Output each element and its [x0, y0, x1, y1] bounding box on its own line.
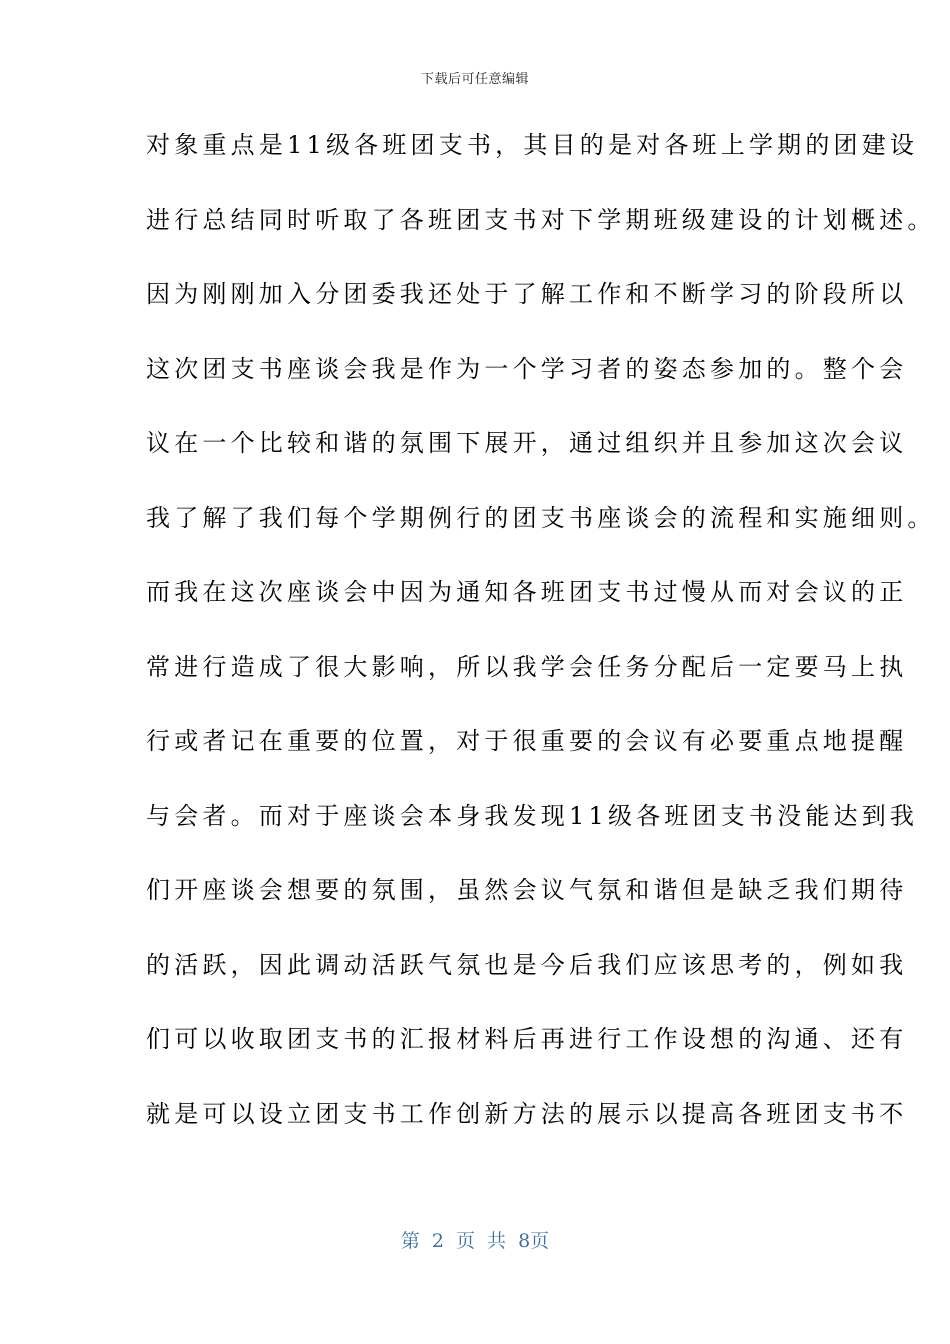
text-line: 进行总结同时听取了各班团支书对下学期班级建设的计划概述。: [146, 205, 936, 234]
body-text: [146, 121, 936, 1164]
text-line: 与会者。而对于座谈会本身我发现11级各班团支书没能达到我: [146, 801, 919, 830]
text-line: 就是可以设立团支书工作创新方法的展示以提高各班团支书不: [146, 1099, 908, 1128]
text-line: 对象重点是11级各班团支书，其目的是对各班上学期的团建设: [146, 131, 919, 159]
text-line: 因为刚刚加入分团委我还处于了解工作和不断学习的阶段所以: [146, 280, 908, 308]
page-number-footer: 第 2 页 共 8页: [400, 1230, 550, 1252]
text-line: 们开座谈会想要的氛围，虽然会议气氛和谐但是缺乏我们期待: [146, 876, 908, 904]
text-line: 行或者记在重要的位置，对于很重要的会议有必要重点地提醒: [146, 727, 908, 755]
text-line: 我了解了我们每个学期例行的团支书座谈会的流程和实施细则。: [146, 503, 936, 532]
header-note: 下载后可任意编辑: [420, 72, 529, 87]
text-line: 常进行造成了很大影响，所以我学会任务分配后一定要马上执: [146, 652, 908, 681]
text-line: 这次团支书座谈会我是作为一个学习者的姿态参加的。整个会: [146, 354, 908, 383]
text-line: 议在一个比较和谐的氛围下展开，通过组织并且参加这次会议: [146, 429, 908, 457]
text-line: 的活跃，因此调动活跃气氛也是今后我们应该思考的，例如我: [146, 950, 908, 979]
text-line: 们可以收取团支书的汇报材料后再进行工作设想的沟通、还有: [146, 1025, 908, 1053]
text-line: 而我在这次座谈会中因为通知各班团支书过慢从而对会议的正: [146, 578, 908, 606]
